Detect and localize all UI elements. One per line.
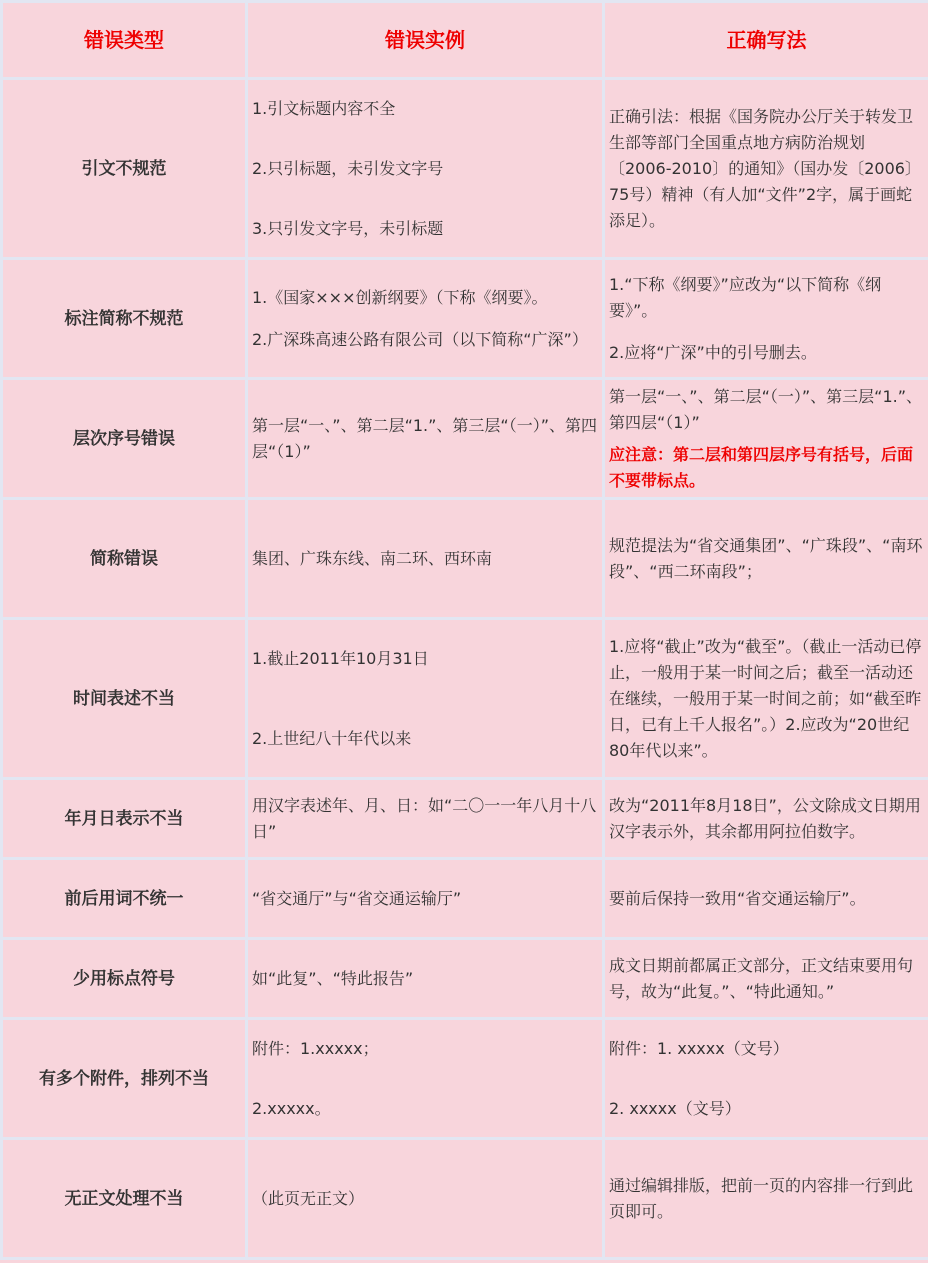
header-correct-form: 正确写法 — [604, 2, 928, 79]
fix-line: 第一层“一、”、第二层“（一）”、第三层“1.”、第四层“（1）” — [609, 386, 923, 432]
example-line: 第一层“一、”、第二层“1.”、第三层“（一）”、第四层“（1）” — [252, 415, 598, 461]
correct-form-cell — [604, 939, 928, 1019]
error-type-cell: 时间表述不当 — [2, 619, 247, 779]
table-row — [2, 259, 928, 379]
fix-line: 2.应将“广深”中的引号删去。 — [609, 342, 817, 362]
table-row — [2, 379, 928, 499]
error-type-cell: 无正文处理不当 — [2, 1139, 247, 1259]
fix-line: 2. xxxxx（文号） — [609, 1098, 741, 1118]
correct-form-cell — [604, 379, 928, 499]
correct-form-cell — [604, 79, 928, 259]
table-row — [2, 499, 928, 619]
example-line: 2.广深珠高速公路有限公司（以下简称“广深”） — [252, 329, 588, 349]
example-line: 2.上世纪八十年代以来 — [252, 728, 412, 748]
error-example-cell — [247, 939, 604, 1019]
correct-form-cell — [604, 259, 928, 379]
correct-form-cell — [604, 499, 928, 619]
example-line: 2.只引标题，未引发文字号 — [252, 158, 444, 178]
error-example-cell — [247, 79, 604, 259]
table-row — [2, 1019, 928, 1139]
table-row — [2, 939, 928, 1019]
example-line: 集团、广珠东线、南二环、西环南 — [252, 548, 493, 568]
fix-line: 1.应将“截止”改为“截至”。（截止一活动已停止，一般用于某一时间之后；截至一活动还在继续，一般用于某一时间之前；如“截至昨日，已有上千人报名”。）2.应改为“20世纪80年代以来”。 — [609, 636, 922, 760]
error-example-cell — [247, 1139, 604, 1259]
error-example-cell — [247, 619, 604, 779]
example-line: “省交通厅”与“省交通运输厅” — [252, 888, 462, 908]
table-row — [2, 619, 928, 779]
example-line: （此页无正文） — [252, 1188, 365, 1208]
correct-form-cell — [604, 1139, 928, 1259]
example-line: 2.xxxxx。 — [252, 1098, 331, 1118]
example-line: 如“此复”、“特此报告” — [252, 968, 414, 988]
error-type-cell: 年月日表示不当 — [2, 779, 247, 859]
fix-line: 要前后保持一致用“省交通运输厅”。 — [609, 888, 866, 908]
error-example-cell — [247, 779, 604, 859]
error-example-cell — [247, 379, 604, 499]
example-line: 1.截止2011年10月31日 — [252, 648, 429, 668]
fix-line: 正确引法：根据《国务院办公厅关于转发卫生部等部门全国重点地方病防治规划〔2006-2010〕的通知》（国办发〔2006〕75号）精神（有人加“文件”2字，属于画蛇添足）。 — [609, 106, 921, 230]
correct-form-cell — [604, 619, 928, 779]
error-type-cell: 引文不规范 — [2, 79, 247, 259]
error-type-cell: 层次序号错误 — [2, 379, 247, 499]
error-type-cell: 有多个附件，排列不当 — [2, 1019, 247, 1139]
header-error-type: 错误类型 — [2, 2, 247, 79]
example-line: 用汉字表述年、月、日：如“二〇一一年八月十八日” — [252, 795, 597, 841]
fix-line: 附件：1. xxxxx（文号） — [609, 1038, 789, 1058]
correct-form-cell — [604, 1019, 928, 1139]
fix-line: 规范提法为“省交通集团”、“广珠段”、“南环段”、“西二环南段”； — [609, 535, 923, 581]
example-line: 1.引文标题内容不全 — [252, 98, 396, 118]
fix-line: 成文日期前都属正文部分，正文结束要用句号，故为“此复。”、“特此通知。” — [609, 955, 914, 1001]
table-row — [2, 79, 928, 259]
example-line: 3.只引发文字号，未引标题 — [252, 218, 444, 238]
table-header-row — [2, 2, 928, 79]
error-type-cell: 前后用词不统一 — [2, 859, 247, 939]
correct-form-cell — [604, 859, 928, 939]
fix-line: 1.“下称《纲要》”应改为“以下简称《纲要》”。 — [609, 274, 882, 320]
example-line: 附件：1.xxxxx； — [252, 1038, 379, 1058]
correct-form-cell — [604, 779, 928, 859]
error-example-cell — [247, 859, 604, 939]
table-row — [2, 859, 928, 939]
error-type-cell: 标注简称不规范 — [2, 259, 247, 379]
header-error-example: 错误实例 — [247, 2, 604, 79]
table-row — [2, 779, 928, 859]
fix-line: 通过编辑排版，把前一页的内容排一行到此页即可。 — [609, 1175, 914, 1221]
warning-note: 应注意：第二层和第四层序号有括号，后面不要带标点。 — [609, 444, 914, 490]
error-type-cell: 少用标点符号 — [2, 939, 247, 1019]
table-row — [2, 1139, 928, 1259]
fix-line: 改为“2011年8月18日”，公文除成文日期用汉字表示外，其余都用阿拉伯数字。 — [609, 795, 921, 841]
error-example-cell — [247, 259, 604, 379]
error-example-cell — [247, 499, 604, 619]
error-example-cell — [247, 1019, 604, 1139]
error-type-cell: 简称错误 — [2, 499, 247, 619]
example-line: 1.《国家×××创新纲要》（下称《纲要》。 — [252, 287, 548, 307]
